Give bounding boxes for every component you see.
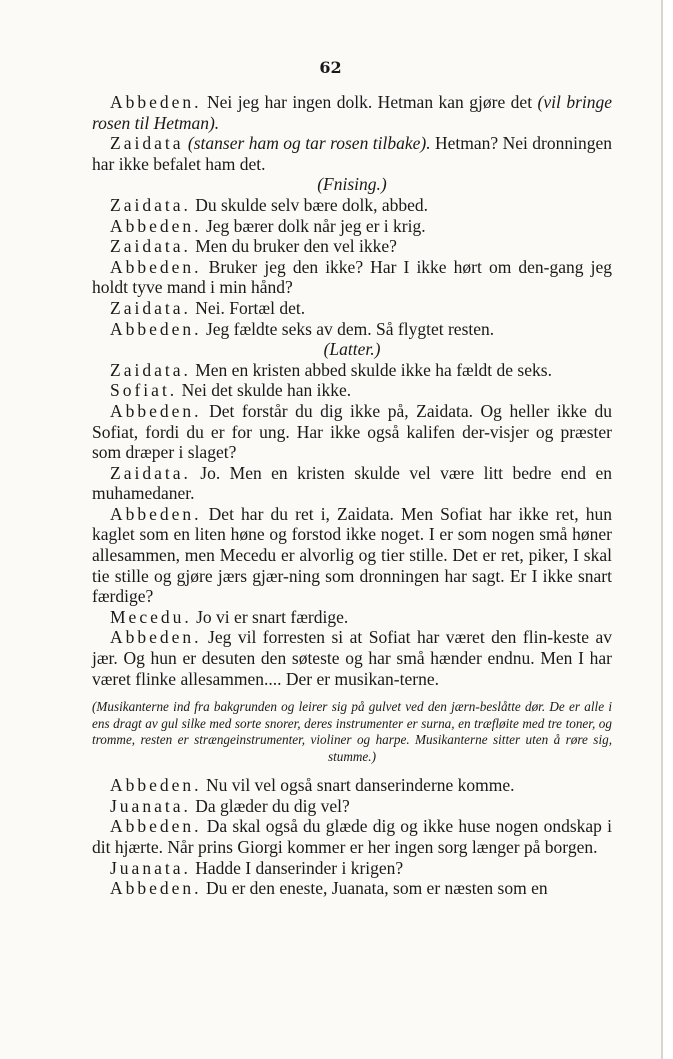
dialogue-line [92, 257, 612, 298]
dialogue-text: Jeg fældte seks av dem. Så flygtet resten. [201, 318, 495, 339]
dialogue-line [92, 627, 612, 689]
inline-stage-direction: (stanser ham og tar rosen tilbake). [187, 133, 431, 154]
dialogue-line [92, 380, 612, 401]
dialogue-line [92, 236, 612, 257]
dialogue-text: Du er den eneste, Juanata, som er næsten som en [201, 878, 548, 899]
dialogue-line [92, 775, 612, 796]
stage-direction: (Latter.) [323, 339, 381, 360]
speaker-name: Zaidata. [110, 359, 191, 380]
speaker-name: Zaidata. [110, 297, 191, 318]
dialogue-line [92, 401, 612, 463]
speaker-name: Juanata. [110, 857, 191, 878]
speaker-name: Zaidata. [110, 236, 191, 257]
speaker-name: Zaidata. [110, 462, 191, 483]
speaker-name: Abbeden. [110, 256, 202, 277]
dialogue-line [92, 92, 612, 133]
speaker-name: Sofiat. [110, 380, 178, 401]
dialogue-text: Nei. Fortæl det. [190, 297, 306, 318]
inline-stage-direction: (vil bringe rosen til Hetman). [92, 92, 613, 133]
dialogue-line [92, 796, 612, 817]
dialogue-text: Nei det skulde han ikke. [177, 380, 352, 401]
speaker-name: Juanata. [110, 795, 191, 816]
page-text [92, 92, 612, 899]
dialogue-text: Nei jeg har ingen dolk. Hetman kan gjøre det [201, 92, 533, 112]
dialogue-line [92, 878, 612, 899]
dialogue-text: Det har du ret i, Zaidata. Men Sofiat har ikke ret, hun kaglet som en liten høne og forstod ikke noget. I er som nogen små høner allesammen, men Mecedu er alvorlig og tier stille. Det er ret, piker, I skal tie stille og gjøre jærs gjær-ning som dronningen har sagt. Er I ikke snart færdige? [92, 503, 612, 607]
stage-direction: (Fnising.) [317, 174, 387, 195]
speaker-name: Abbeden. [110, 878, 202, 899]
dialogue-text: Bruker jeg den ikke? Har I ikke hørt om den-gang jeg holdt tyve mand i min hånd? [92, 256, 612, 298]
dialogue-line [92, 195, 612, 216]
stage-note: (Musikanterne ind fra bakgrunden og leirer sig på gulvet ved den jærn-beslåtte dør. De er alle i ens dragt av gul silke med sorte snorer, deres instrumenter er surna, en træfløite med tre toner, og tromme, resten er strængeinstrumenter, violiner og harpe. Musikanterne sitter uten å røre sig, stumme.) [92, 699, 612, 764]
dialogue-line [92, 858, 612, 879]
dialogue-line [92, 607, 612, 628]
speaker-name: Abbeden. [110, 627, 202, 648]
dialogue-line [92, 133, 612, 174]
dialogue-text: Nu vil vel også snart danserinderne komme. [201, 775, 515, 796]
dialogue-text: Men en kristen abbed skulde ikke ha fældt de seks. [190, 359, 552, 380]
speaker-name: Abbeden. [110, 775, 202, 796]
page-number: 62 [319, 58, 342, 77]
dialogue-line [92, 216, 612, 237]
dialogue-text: Men du bruker den vel ikke? [190, 236, 397, 257]
speaker-name: Abbeden. [110, 318, 202, 339]
dialogue-text: Jeg vil forresten si at Sofiat har været den flin-keste av jær. Og hun er desuten den søteste og har små hænder endnu. Men I har været flinke allesammen.... Der er musikan-terne. [92, 627, 612, 689]
speaker-name: Abbeden. [110, 92, 202, 112]
dialogue-text: Da glæder du dig vel? [190, 795, 350, 816]
dialogue-text: Jeg bærer dolk når jeg er i krig. [201, 215, 426, 236]
speaker-name: Zaidata [110, 133, 184, 154]
dialogue-line [92, 463, 612, 504]
dialogue-line [92, 360, 612, 381]
dialogue-line [92, 298, 612, 319]
speaker-name: Abbeden. [110, 816, 202, 837]
dialogue-text: Hadde I danserinder i krigen? [190, 857, 404, 878]
dialogue-text: Du skulde selv bære dolk, abbed. [190, 194, 429, 215]
dialogue-text: Jo. Men en kristen skulde vel være litt bedre end en muhamedaner. [92, 462, 612, 504]
dialogue-text: Da skal også du glæde dig og ikke huse nogen ondskap i dit hjærte. Når prins Giorgi kommer er her ingen sorg længer på borgen. [92, 816, 612, 857]
speaker-name: Abbeden. [110, 215, 202, 236]
dialogue-line [92, 504, 612, 607]
speaker-name: Abbeden. [110, 503, 202, 524]
dialogue-text: Jo vi er snart færdige. [191, 606, 349, 627]
dialogue-line [92, 319, 612, 340]
speaker-name: Zaidata. [110, 194, 191, 215]
speaker-name: Mecedu. [110, 606, 192, 627]
dialogue-line [92, 816, 612, 857]
dialogue-text-after: Hetman? Nei dronningen har ikke befalet ham det. [92, 133, 613, 174]
dialogue-text: Det forstår du dig ikke på, Zaidata. Og heller ikke du Sofiat, fordi du er for ung. Har ikke også kalifen der-visjer og præster som dræper i slaget? [92, 400, 612, 463]
speaker-name: Abbeden. [110, 400, 202, 421]
